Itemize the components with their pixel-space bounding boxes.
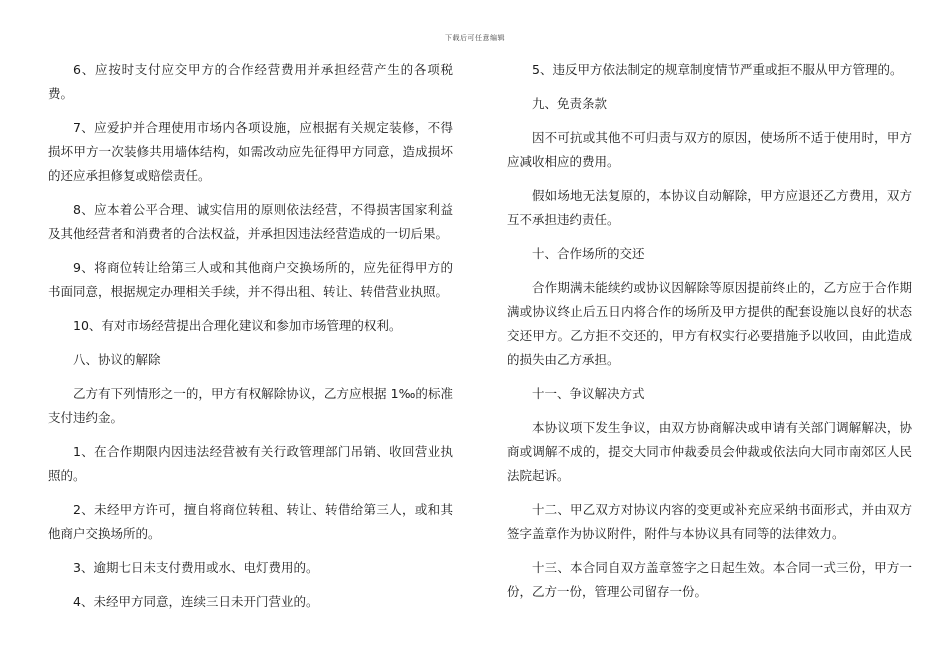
termination-item-1: 1、在合作期限内因违法经营被有关行政管理部门吊销、收回营业执照的。 [48, 444, 453, 483]
termination-item-4: 4、未经甲方同意，连续三日未开门营业的。 [73, 594, 319, 609]
termination-item-2: 2、未经甲方许可，擅自将商位转租、转让、转借给第三人，或和其他商户交换场所的。 [48, 502, 453, 541]
section-heading-return: 十、合作场所的交还 [532, 246, 645, 261]
return-para: 合作期满未能续约或协议因解除等原因提前终止的，乙方应于合作期满或协议终止后五日内将合作的场所及甲方提供的配套设施以良好的状态交还甲方。乙方拒不交还的，甲方有权实行必要措施予以收回，由此造成的损失由乙方承担。 [507, 280, 912, 367]
clause-9: 9、将商位转让给第三人或和其他商户交换场所的，应先征得甲方的书面同意，根据规定办理相关手续，并不得出租、转让、转借营业执照。 [48, 260, 453, 299]
left-column [48, 58, 453, 624]
exemption-para-2: 假如场地无法复原的，本协议自动解除，甲方应退还乙方费用，双方互不承担违约责任。 [507, 188, 912, 227]
clause-8: 8、应本着公平合理、诚实信用的原则依法经营，不得损害国家利益及其他经营者和消费者的合法权益，并承担因违法经营造成的一切后果。 [48, 202, 453, 241]
termination-item-5: 5、违反甲方依法制定的规章制度情节严重或拒不服从甲方管理的。 [532, 62, 903, 77]
clause-10: 10、有对市场经营提出合理化建议和参加市场管理的权利。 [73, 318, 402, 333]
termination-item-3: 3、逾期七日未支付费用或水、电灯费用的。 [73, 560, 319, 575]
dispute-para: 本协议项下发生争议，由双方协商解决或申请有关部门调解解决，协商或调解不成的，提交大同市仲裁委员会仲裁或依法向大同市南郊区人民法院起诉。 [507, 420, 912, 483]
section-heading-exemption: 九、免责条款 [532, 96, 608, 111]
header-note: 下载后可任意编辑 [445, 34, 505, 42]
termination-intro: 乙方有下列情形之一的，甲方有权解除协议，乙方应根据 1‰的标准支付违约金。 [48, 386, 453, 425]
clause-6: 6、应按时支付应交甲方的合作经营费用并承担经营产生的各项税费。 [48, 62, 453, 101]
section-heading-termination: 八、协议的解除 [73, 352, 161, 367]
right-column [507, 58, 912, 614]
exemption-para-1: 因不可抗或其他不可归责与双方的原因，使场所不适于使用时，甲方应减收相应的费用。 [507, 130, 912, 169]
clause-13: 十三、本合同自双方盖章签字之日起生效。本合同一式三份，甲方一份，乙方一份，管理公司留存一份。 [507, 560, 912, 599]
clause-7: 7、应爱护并合理使用市场内各项设施，应根据有关规定装修，不得损坏甲方一次装修共用墙体结构，如需改动应先征得甲方同意，造成损坏的还应承担修复或赔偿责任。 [48, 120, 453, 183]
clause-12: 十二、甲乙双方对协议内容的变更或补充应采纳书面形式，并由双方签字盖章作为协议附件，附件与本协议具有同等的法律效力。 [507, 502, 912, 541]
section-heading-dispute: 十一、争议解决方式 [532, 386, 645, 401]
